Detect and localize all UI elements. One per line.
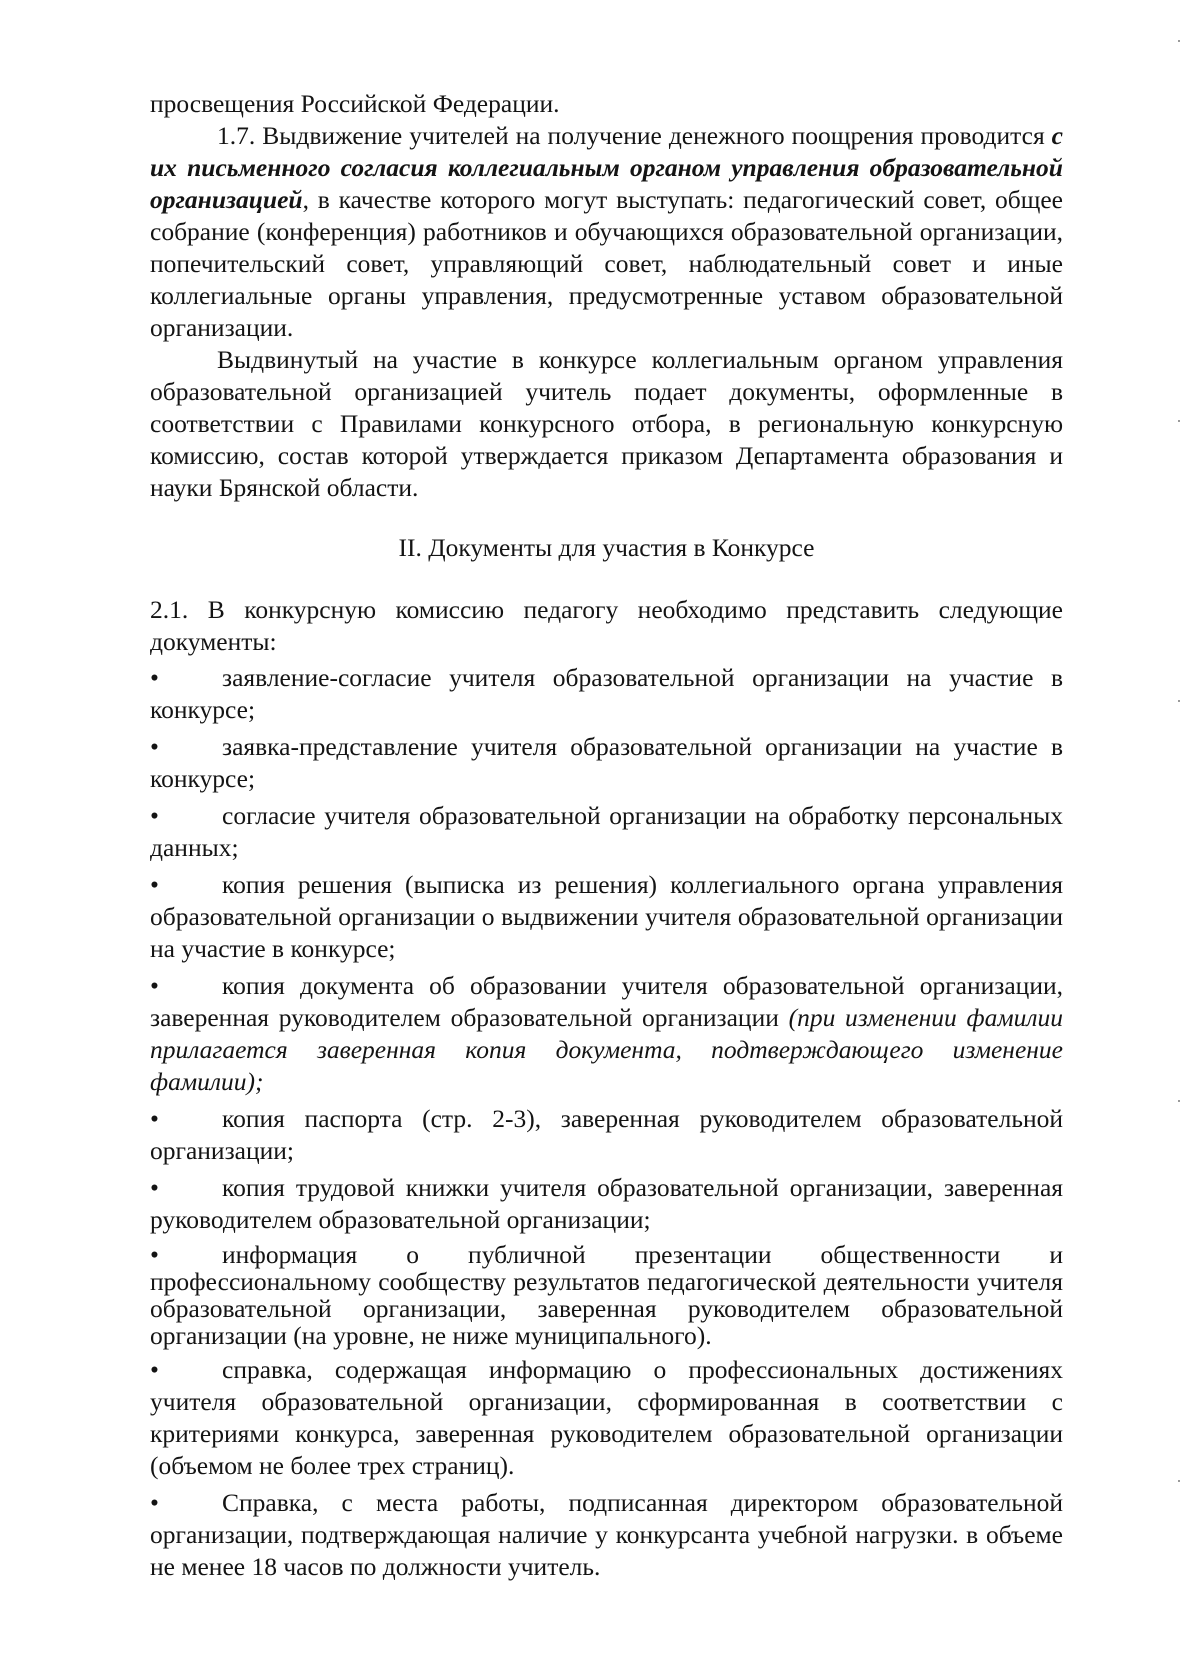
continuation-line: просвещения Российской Федерации. <box>150 89 560 118</box>
list-item-italic-note: (при изменении фамилии прилагается заверенная копия документа, подтверждающего изменение фамилии); <box>150 1003 1064 1096</box>
list-item-text: заявка-представление учителя образовательной организации на участие в конкурсе; <box>150 732 1063 793</box>
list-item-text: Справка, с места работы, подписанная директором образовательной организации, подтверждающая наличие у конкурсанта учебной нагрузки. в объеме не менее 18 часов по должности учитель. <box>150 1488 1063 1581</box>
list-item <box>150 731 1063 795</box>
scan-speck <box>1178 40 1180 42</box>
list-item <box>150 1241 1063 1349</box>
bullet-icon: • <box>150 1488 159 1517</box>
bullet-icon: • <box>150 663 159 692</box>
paragraph-nominee: Выдвинутый на участие в конкурсе коллегиальным органом управления образовательной организацией учитель подает документы, оформленные в соответствии с Правилами конкурсного отбора, в региональную конкурсную комиссию, состав которой утверждается приказом Департамента образования и науки Брянской области. <box>150 345 1063 502</box>
paragraph-1-7 <box>150 120 1063 344</box>
scan-speck <box>1178 420 1180 422</box>
list-item <box>150 970 1063 1098</box>
paragraph-1-7-rest: , в качестве которого могут выступать: педагогический совет, общее собрание (конференция) работников и обучающихся образовательной организации, попечительский совет, управляющий совет, наблюдательный совет и иные коллегиальные органы управления, предусмотренные уставом образовательной организации. <box>150 185 1063 342</box>
list-item-text: заявление-согласие учителя образовательной организации на участие в конкурсе; <box>150 663 1063 724</box>
scan-speck <box>1178 700 1180 702</box>
list-item <box>150 869 1063 965</box>
bullet-icon: • <box>150 1173 159 1202</box>
list-item-text: согласие учителя образовательной организации на обработку персональных данных; <box>150 801 1063 862</box>
scan-speck <box>1178 1100 1180 1102</box>
list-item-text: копия паспорта (стр. 2-3), заверенная руководителем образовательной организации; <box>150 1104 1063 1165</box>
documents-list <box>150 662 1063 1583</box>
scan-speck <box>1178 1480 1180 1482</box>
list-item <box>150 1172 1063 1236</box>
bullet-icon: • <box>150 971 159 1000</box>
bullet-icon: • <box>150 1104 159 1133</box>
paragraph-1-7-lead: 1.7. Выдвижение учителей на получение денежного поощрения проводится <box>217 121 1052 150</box>
list-item-text: информация о публичной презентации общественности и профессиональному сообществу результатов педагогической деятельности учителя образовательной организации, заверенная руководителем образовательной организации (на уровне, не ниже муниципального). <box>150 1240 1063 1350</box>
list-item <box>150 1487 1063 1583</box>
list-item-text: копия трудовой книжки учителя образовательной организации, заверенная руководителем образовательной организации; <box>150 1173 1063 1234</box>
list-item-text: копия решения (выписка из решения) коллегиального органа управления образовательной организации о выдвижении учителя образовательной организации на участие в конкурсе; <box>150 870 1063 963</box>
intro-2-1: 2.1. В конкурсную комиссию педагогу необходимо представить следующие документы: <box>150 595 1063 656</box>
bullet-icon: • <box>150 1240 159 1269</box>
bullet-icon: • <box>150 801 159 830</box>
paragraph-1-7-emphasis: с их письменного согласия коллегиальным органом управления образовательной организацией <box>150 121 1063 214</box>
bullet-icon: • <box>150 732 159 761</box>
list-item-text: копия документа об образовании учителя образовательной организации, заверенная руководителем образовательной организации <box>150 971 1063 1032</box>
list-item <box>150 1354 1063 1482</box>
section-title: II. Документы для участия в Конкурсе <box>398 533 815 562</box>
bullet-icon: • <box>150 1355 159 1384</box>
list-item <box>150 1103 1063 1167</box>
list-item <box>150 662 1063 726</box>
list-item <box>150 800 1063 864</box>
list-item-text: справка, содержащая информацию о профессиональных достижениях учителя образовательной организации, сформированная в соответствии с критериями конкурса, заверенная руководителем образовательной организации (объемом не более трех страниц). <box>150 1355 1063 1480</box>
bullet-icon: • <box>150 870 159 899</box>
